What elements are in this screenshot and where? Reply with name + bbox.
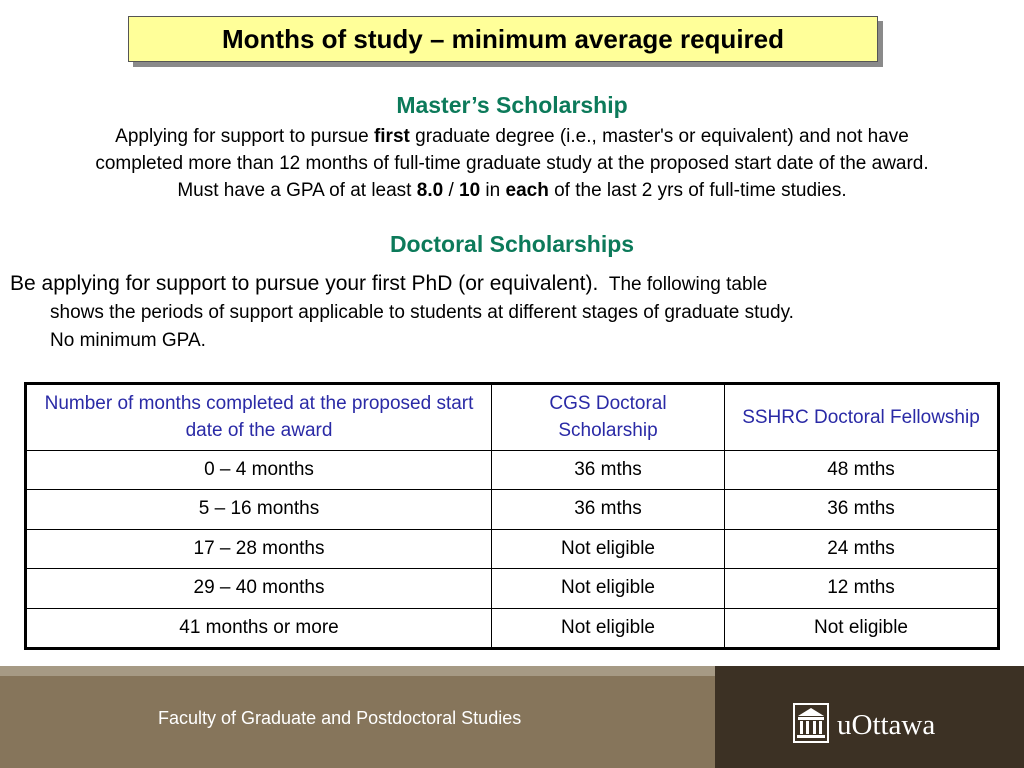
table-cell: 17 – 28 months — [26, 529, 492, 568]
doctoral-line-3: No minimum GPA. — [50, 330, 206, 351]
table-cell: 0 – 4 months — [26, 450, 492, 489]
support-periods-table — [24, 382, 1000, 650]
table-row — [26, 450, 999, 489]
table-cell: 29 – 40 months — [26, 569, 492, 608]
doctoral-description — [10, 270, 1000, 355]
header-cgs: CGS Doctoral Scholarship — [492, 384, 725, 451]
table-cell: 36 mths — [492, 490, 725, 529]
logo-text: uOttawa — [837, 709, 936, 741]
masters-line-2: completed more than 12 months of full-time graduate study at the proposed start date of the award. — [95, 153, 929, 174]
table-cell: 36 mths — [492, 450, 725, 489]
table-cell: 12 mths — [725, 569, 999, 608]
title-box — [128, 16, 878, 62]
table-cell: 48 mths — [725, 450, 999, 489]
table-row — [26, 569, 999, 608]
masters-line-3: Must have a GPA of at least 8.0 / 10 in each of the last 2 yrs of full-time studies. — [177, 180, 847, 201]
masters-line-1: Applying for support to pursue first graduate degree (i.e., master's or equivalent) and not have — [115, 126, 909, 147]
doctoral-heading: Doctoral Scholarships — [389, 231, 635, 257]
table-cell: 41 months or more — [26, 608, 492, 649]
university-building-icon — [793, 703, 829, 748]
doctoral-line-2: shows the periods of support applicable to students at different stages of graduate study. — [50, 302, 794, 323]
table-cell: 24 mths — [725, 529, 999, 568]
header-sshrc: SSHRC Doctoral Fellowship — [725, 384, 999, 451]
doctoral-line-1: Be applying for support to pursue your first PhD (or equivalent). The following table — [10, 272, 768, 295]
header-months-completed: Number of months completed at the proposed start date of the award — [26, 384, 492, 451]
table-cell: 5 – 16 months — [26, 490, 492, 529]
faculty-name: Faculty of Graduate and Postdoctoral Studies — [158, 708, 522, 728]
masters-description — [6, 123, 1018, 204]
uottawa-logo — [793, 703, 935, 748]
table-cell: Not eligible — [492, 529, 725, 568]
table-row — [26, 608, 999, 649]
table-cell: Not eligible — [492, 608, 725, 649]
table-row — [26, 490, 999, 529]
masters-heading: Master’s Scholarship — [396, 92, 628, 118]
table-header-row — [26, 384, 999, 451]
table-cell: Not eligible — [492, 569, 725, 608]
page-title: Months of study – minimum average required — [222, 23, 784, 54]
table-cell: Not eligible — [725, 608, 999, 649]
table-cell: 36 mths — [725, 490, 999, 529]
table-row — [26, 529, 999, 568]
